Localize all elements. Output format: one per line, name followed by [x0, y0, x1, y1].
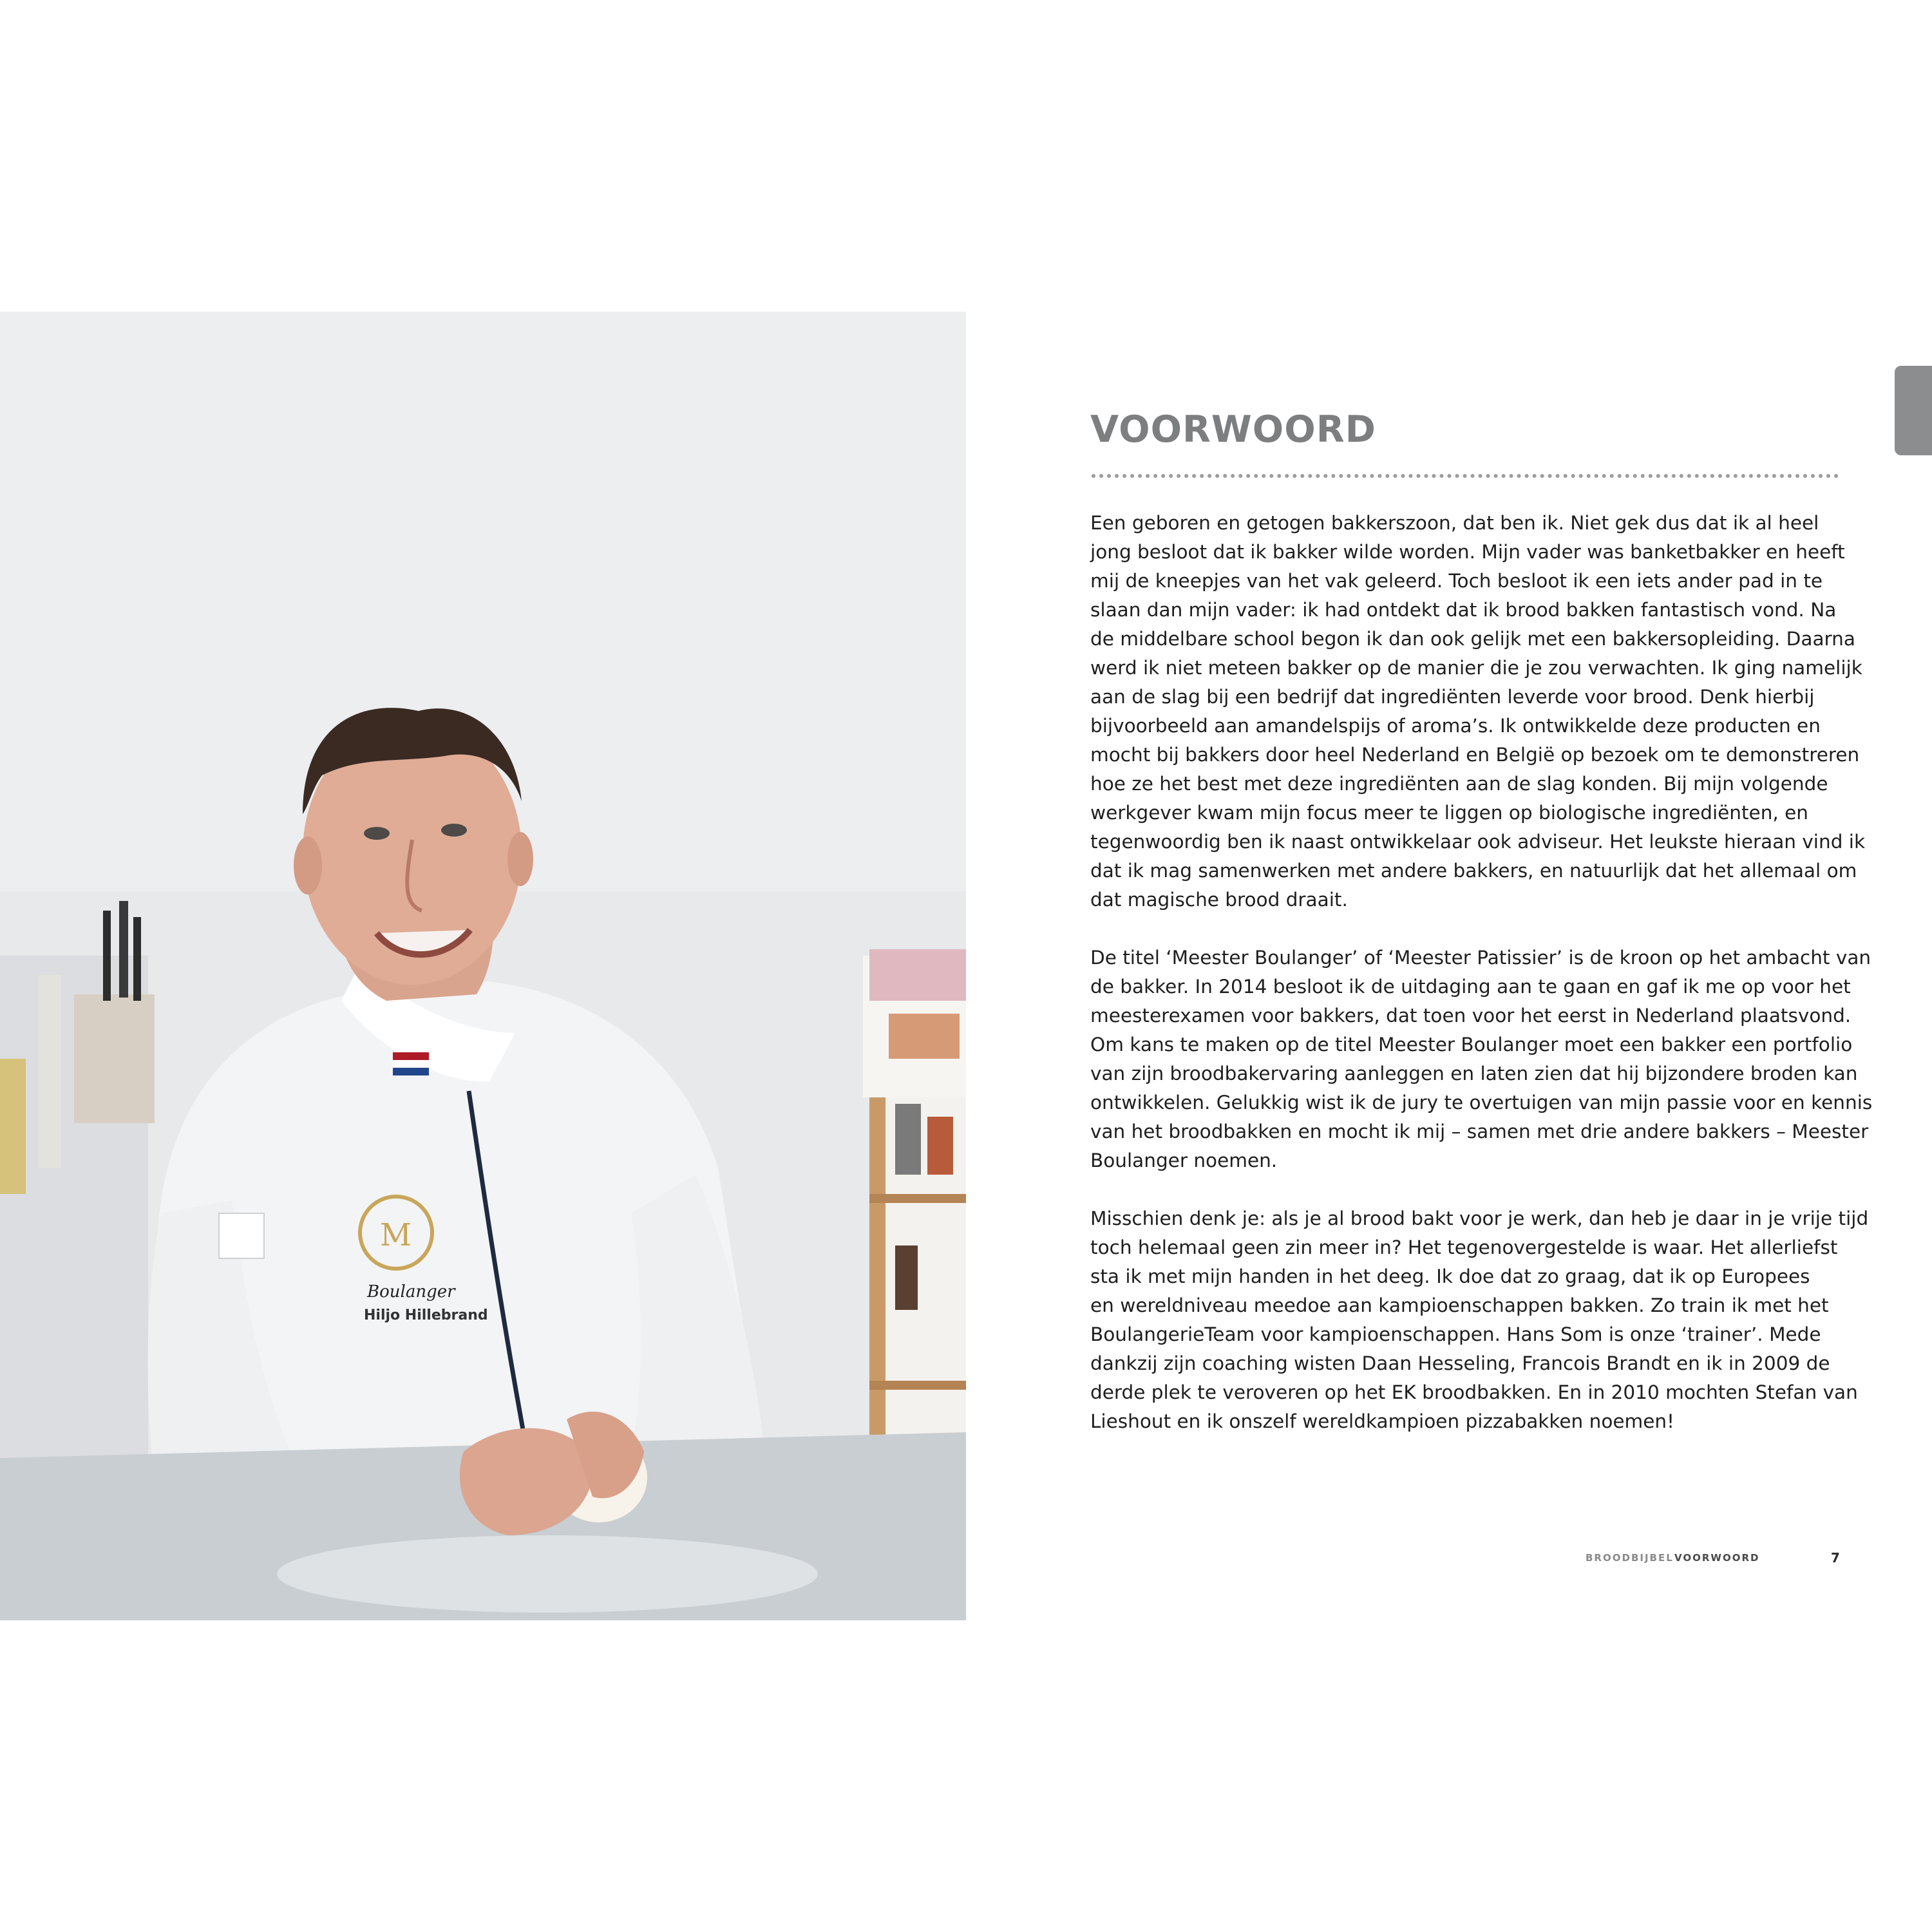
svg-text:Hiljo Hillebrand: Hiljo Hillebrand: [364, 1307, 488, 1323]
text-line: Boulanger noemen.: [1090, 1150, 1278, 1171]
text-line: dankzij zijn coaching wisten Daan Hesseling, Francois Brandt en ik in 2009 de: [1090, 1352, 1830, 1374]
text-line: sta ik met mijn handen in het deeg. Ik doe dat zo graag, dat ik op Europees: [1090, 1265, 1810, 1287]
svg-text:M: M: [380, 1217, 412, 1253]
chef-photo: [0, 312, 966, 1620]
text-line: hoe ze het best met deze ingrediënten aan de slag konden. Bij mijn volgende: [1090, 773, 1828, 795]
text-line: Lieshout en ik onszelf wereldkampioen pizzabakken noemen!: [1090, 1410, 1674, 1432]
text-line: Misschien denk je: als je al brood bakt voor je werk, dan heb je daar in je vrije tijd: [1090, 1208, 1869, 1229]
text-line: Om kans te maken op de titel Meester Boulanger moet een bakker een portfolio: [1090, 1034, 1853, 1056]
svg-text:Boulanger: Boulanger: [367, 1282, 455, 1302]
text-line: de middelbare school begon ik dan ook gelijk met een bakkersopleiding. Daarna: [1090, 628, 1855, 650]
text-line: mocht bij bakkers door heel Nederland en België op bezoek om te demonstreren: [1090, 744, 1860, 766]
text-line: Een geboren en getogen bakkerszoon, dat ben ik. Niet gek dus dat ik al heel: [1090, 512, 1819, 534]
foreword-body: [1090, 509, 1873, 1465]
text-line: van het broodbakken en mocht ik mij – samen met drie andere bakkers – Meester: [1090, 1121, 1869, 1142]
paragraph-1: [1090, 509, 1866, 914]
text-line: jong besloot dat ik bakker wilde worden. Mijn vader was banketbakker en heeft: [1090, 541, 1845, 563]
text-line: De titel ‘Meester Boulanger’ of ‘Meester Patissier’ is de kroon op het ambacht van: [1090, 947, 1871, 969]
running-footer-book-title: BROODBIJBEL: [1586, 1552, 1674, 1564]
paragraph-2: [1090, 943, 1873, 1175]
text-line: toch helemaal geen zin meer in? Het tegenovergestelde is waar. Het allerliefst: [1090, 1236, 1838, 1258]
text-line: derde plek te veroveren op het EK broodbakken. En in 2010 mochten Stefan van: [1090, 1381, 1858, 1403]
text-line: bijvoorbeeld aan amandelspijs of aroma’s. Ik ontwikkelde deze producten en: [1090, 715, 1821, 737]
text-line: slaan dan mijn vader: ik had ontdekt dat ik brood bakken fantastisch vond. Na: [1090, 599, 1837, 621]
text-line: de bakker. In 2014 besloot ik de uitdaging aan te gaan en gaf ik me op voor het: [1090, 976, 1851, 998]
text-line: dat magische brood draait.: [1090, 889, 1348, 911]
text-line: ontwikkelen. Gelukkig wist ik de jury te overtuigen van mijn passie voor en kennis: [1090, 1092, 1873, 1113]
text-line: dat ik mag samenwerken met andere bakkers, en natuurlijk dat het allemaal om: [1090, 860, 1857, 882]
page-number: 7: [1831, 1550, 1840, 1566]
text-line: aan de slag bij een bedrijf dat ingrediënten leverde voor brood. Denk hierbij: [1090, 686, 1815, 708]
text-line: werkgever kwam mijn focus meer te liggen op biologische ingrediënten, en: [1090, 802, 1809, 824]
chapter-tab: [1895, 366, 1932, 455]
dotted-divider: [1092, 474, 1839, 478]
text-line: meesterexamen voor bakkers, dat toen voor het eerst in Nederland plaatsvond.: [1090, 1005, 1852, 1027]
text-line: en wereldniveau meedoe aan kampioenschappen bakken. Zo train ik met het: [1090, 1294, 1829, 1316]
paragraph-3: [1090, 1204, 1869, 1436]
text-line: van zijn broodbakervaring aanleggen en laten zien dat hij bijzondere broden kan: [1090, 1063, 1858, 1084]
page-title: VOORWOORD: [1090, 408, 1376, 451]
running-footer-section: VOORWOORD: [1674, 1552, 1760, 1564]
text-line: tegenwoordig ben ik naast ontwikkelaar ook adviseur. Het leukste hieraan vind ik: [1090, 831, 1866, 853]
text-line: werd ik niet meteen bakker op de manier die je zou verwachten. Ik ging namelijk: [1090, 657, 1862, 679]
text-line: mij de kneepjes van het vak geleerd. Toch besloot ik een iets ander pad in te: [1090, 570, 1823, 592]
text-line: BoulangerieTeam voor kampioenschappen. Hans Som is onze ‘trainer’. Mede: [1090, 1323, 1821, 1345]
